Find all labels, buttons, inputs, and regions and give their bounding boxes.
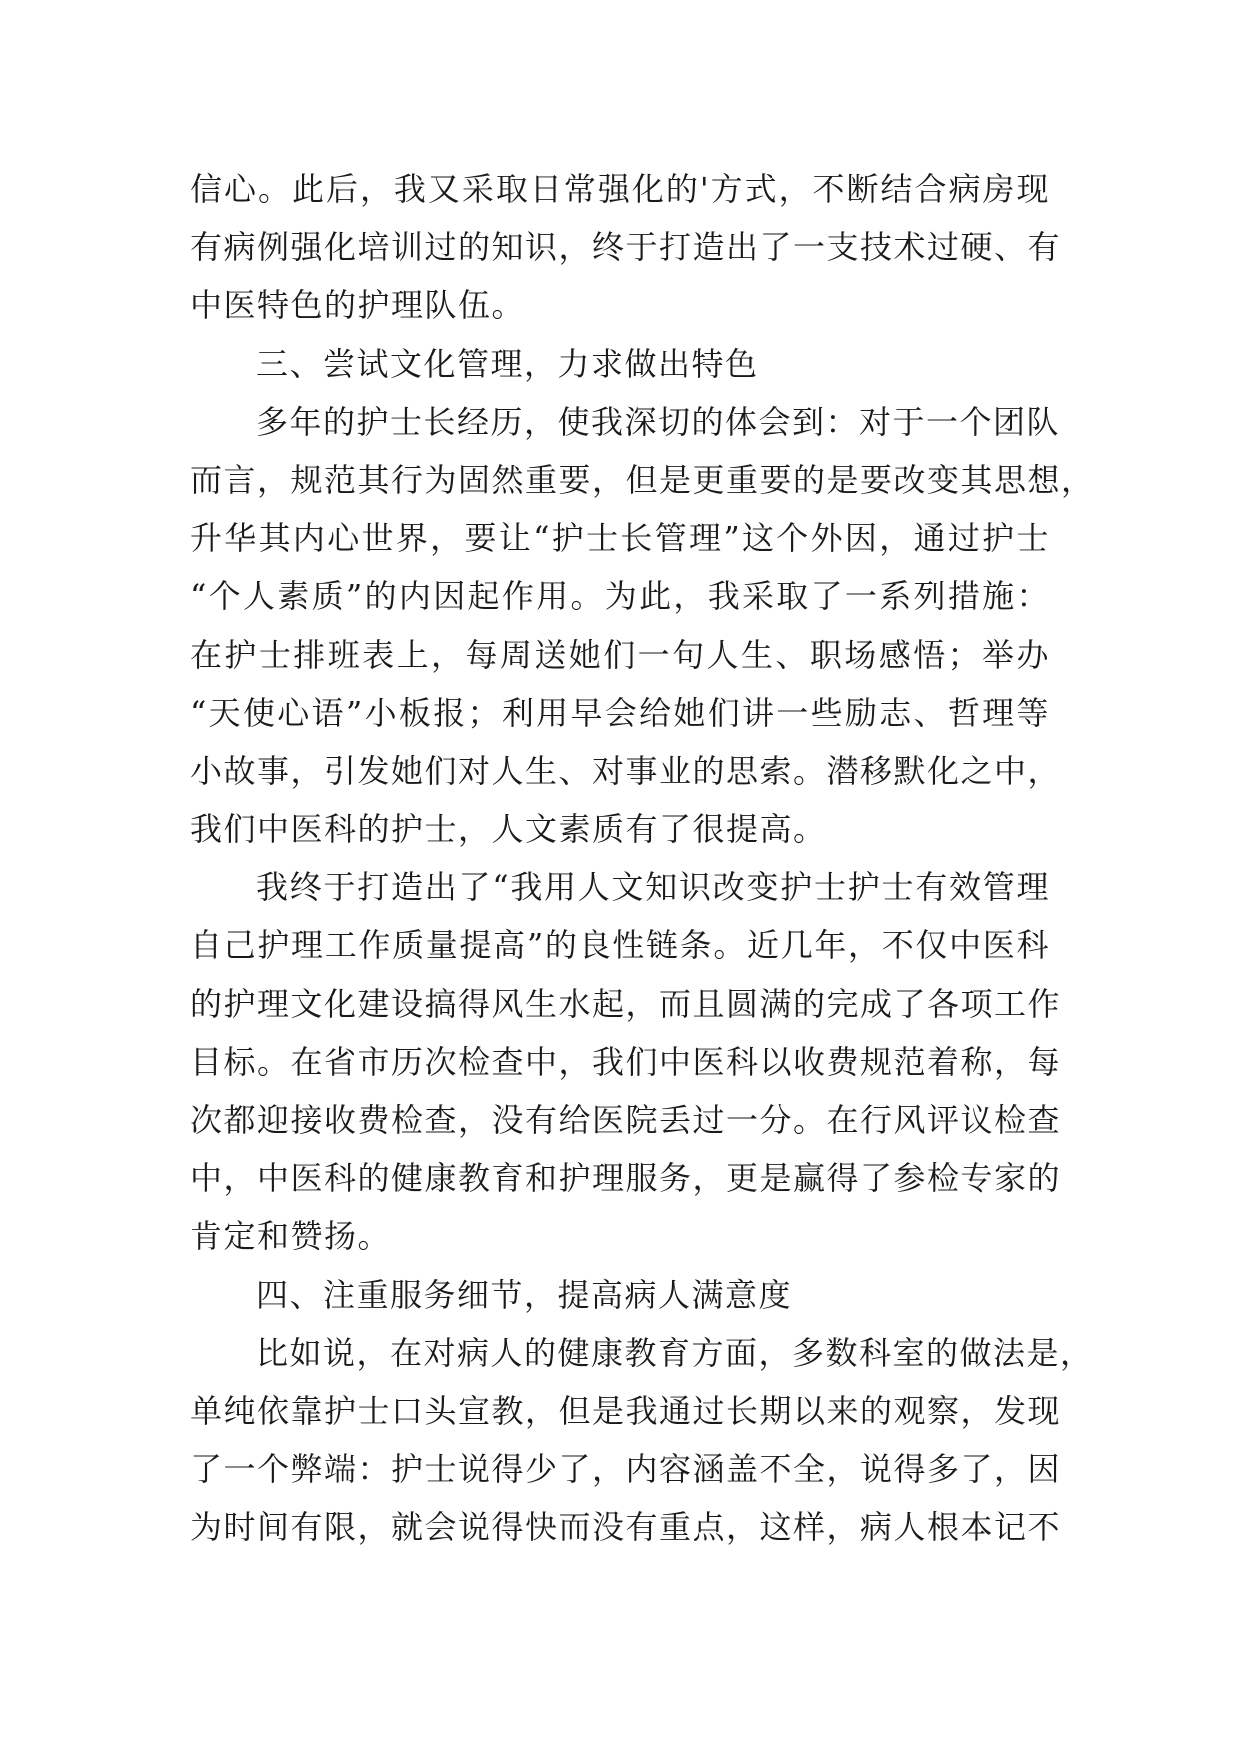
text-line (190, 1091, 1062, 1149)
text-line-content: 小故事，引发她们对人生、对事业的思索。潜移默化之中， (190, 751, 1062, 790)
text-line (190, 218, 1062, 276)
text-line-content: 中医特色的护理队伍。 (190, 286, 526, 325)
text-line (190, 276, 1050, 334)
text-line (190, 1440, 1062, 1498)
text-line (190, 1266, 1050, 1324)
text-line (190, 393, 1061, 451)
text-line (190, 335, 1050, 393)
text-line-content: 单纯依靠护士口头宣教，但是我通过长期以来的观察，发现 (190, 1391, 1062, 1430)
text-line (190, 975, 1062, 1033)
text-line (190, 509, 1050, 567)
text-line-content: 肯定和赞扬。 (190, 1217, 392, 1256)
text-line (190, 684, 1050, 742)
text-line (190, 1324, 1094, 1382)
text-line (190, 567, 1050, 625)
text-line (190, 1207, 1050, 1265)
text-line (190, 858, 1050, 916)
text-line-content: 目标。在省市历次检查中，我们中医科以收费规范着称，每 (190, 1042, 1062, 1081)
text-line (190, 451, 1095, 509)
text-line-content: 的护理文化建设搞得风生水起，而且圆满的完成了各项工作 (190, 984, 1062, 1023)
text-line-content: 我们中医科的护士，人文素质有了很提高。 (190, 810, 827, 849)
text-line-content: 信心。此后，我又采取日常强化的'方式，不断结合病房现 (190, 170, 1050, 208)
text-line-content: 比如说，在对病人的健康教育方面，多数科室的做法是， (256, 1333, 1094, 1372)
text-line (190, 742, 1062, 800)
text-line-content: 我终于打造出了“我用人文知识改变护士护士有效管理 (256, 868, 1050, 907)
text-line-content: “天使心语”小板报；利用早会给她们讲一些励志、哲理等 (190, 693, 1050, 732)
text-line-content: 次都迎接收费检查，没有给医院丢过一分。在行风评议检查 (190, 1101, 1062, 1139)
text-line (190, 916, 1050, 974)
text-line (190, 160, 1050, 218)
body-text (190, 160, 1095, 1557)
text-line-content: 在护士排班表上，每周送她们一句人生、职场感悟；举办 (190, 635, 1050, 674)
text-line-content: 为时间有限，就会说得快而没有重点，这样，病人根本记不 (190, 1508, 1062, 1547)
text-line-content: “个人素质”的内因起作用。为此，我采取了一系列措施： (190, 577, 1050, 616)
text-line (190, 1033, 1062, 1091)
text-line (190, 626, 1050, 684)
text-line-content: 自己护理工作质量提高”的良性链条。近几年，不仅中医科 (190, 926, 1050, 965)
text-line (190, 1149, 1062, 1207)
text-line-content: 而言，规范其行为固然重要，但是更重要的是要改变其思想， (190, 460, 1095, 499)
text-line (190, 800, 1050, 858)
text-line (190, 1498, 1062, 1556)
text-line-content: 有病例强化培训过的知识，终于打造出了一支技术过硬、有 (190, 228, 1062, 267)
text-line-content: 中，中医科的健康教育和护理服务，更是赢得了参检专家的 (190, 1159, 1062, 1198)
text-line-content: 四、注重服务细节，提高病人满意度 (256, 1275, 793, 1314)
text-line-content: 三、尝试文化管理，力求做出特色 (256, 344, 759, 383)
text-line-content: 升华其内心世界，要让“护士长管理”这个外因，通过护士 (190, 519, 1050, 558)
text-line-content: 多年的护士长经历，使我深切的体会到：对于一个团队 (256, 402, 1061, 441)
text-line-content: 了一个弊端：护士说得少了，内容涵盖不全，说得多了，因 (190, 1450, 1062, 1489)
text-line (190, 1382, 1062, 1440)
